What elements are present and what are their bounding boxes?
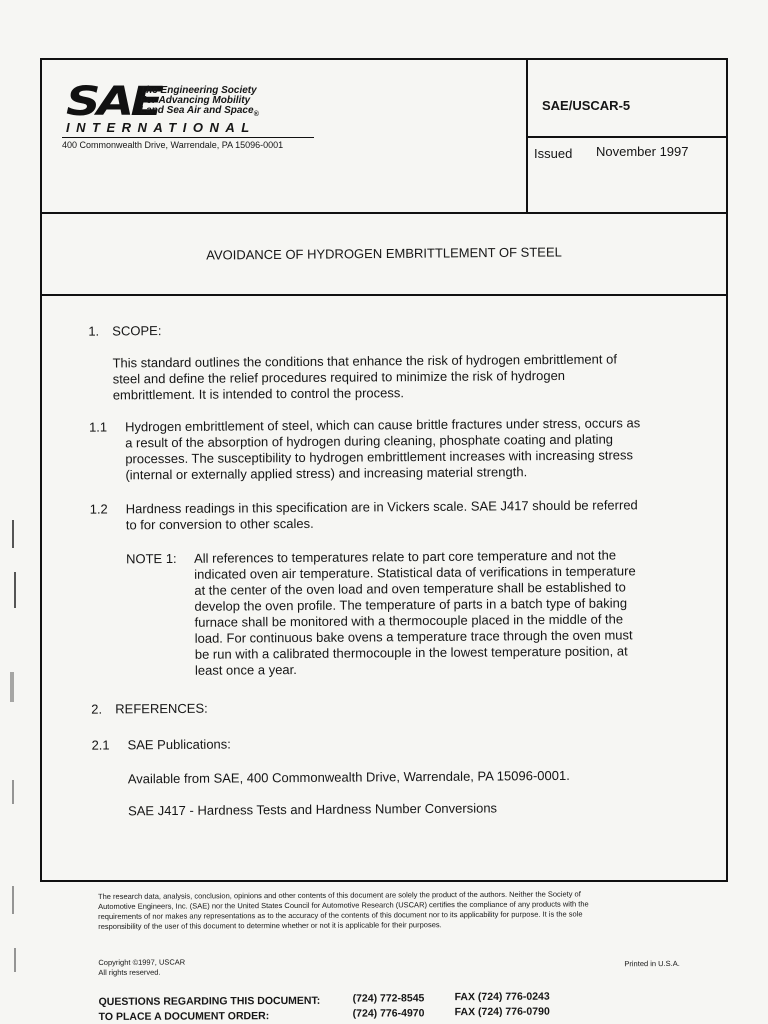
section-number: 2. xyxy=(91,701,103,717)
questions-phone: (724) 772-8545 xyxy=(352,992,425,1005)
doc-number-cell xyxy=(526,60,728,138)
note-line: All references to temperatures relate to part core temperature and not the xyxy=(194,547,617,566)
questions-label: QUESTIONS REGARDING THIS DOCUMENT: xyxy=(98,994,321,1008)
section-heading: SAE Publications: xyxy=(127,736,231,753)
copyright: Copyright ©1997, USCAR xyxy=(98,957,186,967)
org-address: 400 Commonwealth Drive, Warrendale, PA 15096-0001 xyxy=(62,140,284,150)
printed-in: Printed in U.S.A. xyxy=(624,958,680,969)
section-number: 1. xyxy=(88,323,100,339)
paragraph-line: a result of the absorption of hydrogen during cleaning, phosphate coating and plating xyxy=(125,431,614,451)
doc-number: SAE/USCAR-5 xyxy=(542,98,631,113)
scan-artifact xyxy=(10,672,14,702)
paragraph-line: This standard outlines the conditions that enhance the risk of hydrogen embrittlement of xyxy=(112,351,617,371)
note-label: NOTE 1: xyxy=(126,550,177,567)
reference-item: SAE J417 - Hardness Tests and Hardness Number Conversions xyxy=(127,800,498,819)
paragraph-line: steel and define the relief procedures required to minimize the risk of hydrogen xyxy=(112,367,566,387)
order-label: TO PLACE A DOCUMENT ORDER: xyxy=(98,1010,270,1023)
tagline-line: Land Sea Air and Space$_®$ xyxy=(140,105,259,118)
disclaimer-line: requirements of nor makes any representations as to the accuracy of the contents of this document nor to its applicability for purpose. It is the sole xyxy=(98,909,583,921)
section-heading: SCOPE: xyxy=(112,323,162,339)
document-header xyxy=(42,60,726,214)
questions-fax: FAX (724) 776-0243 xyxy=(454,990,550,1004)
disclaimer xyxy=(98,889,688,932)
section-number: 2.1 xyxy=(91,737,110,753)
logo-tagline xyxy=(140,86,259,120)
paragraph-line: Available from SAE, 400 Commonwealth Drive, Warrendale, PA 15096-0001. xyxy=(127,767,570,787)
paragraph-line: to for conversion to other scales. xyxy=(125,515,314,533)
document-frame xyxy=(40,58,728,882)
scan-artifact xyxy=(14,572,16,608)
disclaimer-line: The research data, analysis, conclusion, opinions and other contents of this document are solely the product of the authors. Neither the Society of xyxy=(98,889,581,901)
paragraph-line: Hydrogen embrittlement of steel, which can cause brittle fractures under stress, occurs as xyxy=(124,415,641,435)
section-heading: REFERENCES: xyxy=(115,700,208,717)
note-line: be run with a calibrated thermocouple in the lowest temperature position, at xyxy=(194,643,628,662)
scan-artifact xyxy=(12,520,14,548)
disclaimer-line: responsibility of the user of this document to determine whether or not it is applicable for their purposes. xyxy=(98,920,442,931)
disclaimer-line: Automotive Engineers, Inc. (SAE) nor the United States Council for Automotive Research (USCAR) certifies the compliance of any products with the xyxy=(98,899,589,911)
tagline-line: For Advancing Mobility xyxy=(140,95,251,106)
order-phone: (724) 776-4970 xyxy=(352,1007,425,1020)
logo-divider xyxy=(62,137,314,138)
note-line: furnace shall be monitored with a thermocouple placed in the middle of the xyxy=(194,611,624,630)
note-line: least once a year. xyxy=(194,662,297,678)
copyright-block xyxy=(98,958,185,978)
note-line: load. For continuous bake ovens a temperature trace through the oven must xyxy=(194,627,633,646)
international-wordmark: INTERNATIONAL xyxy=(66,120,256,135)
document-title: AVOIDANCE OF HYDROGEN EMBRITTLEMENT OF STEEL xyxy=(206,244,562,263)
scan-artifact xyxy=(12,886,14,914)
scan-artifact xyxy=(12,780,14,804)
section-number: 1.1 xyxy=(88,419,108,435)
document-footer xyxy=(98,889,688,1023)
rights: All rights reserved. xyxy=(98,967,161,977)
note-line: at the center of the oven load and oven temperature shall be established to xyxy=(194,579,626,598)
note-line: develop the oven profile. The temperature of parts in a batch type of baking xyxy=(194,595,628,614)
paragraph-line: embrittlement. It is intended to control the process. xyxy=(112,385,405,403)
issued-date: November 1997 xyxy=(596,144,689,159)
logo-block xyxy=(42,60,528,212)
section-number: 1.2 xyxy=(89,501,108,517)
tagline-line: The Engineering Society xyxy=(140,85,257,96)
sae-logo: SAE xyxy=(66,79,160,125)
issued-label: Issued xyxy=(534,146,573,161)
scan-artifact xyxy=(14,948,16,972)
paragraph-line: (internal or externally applied stress) and increasing material strength. xyxy=(125,464,528,483)
note-line: indicated oven air temperature. Statistical data of verifications in temperature xyxy=(194,563,636,582)
order-fax: FAX (724) 776-0790 xyxy=(454,1005,550,1019)
title-band xyxy=(42,212,726,296)
paragraph-line: Hardness readings in this specification are in Vickers scale. SAE J417 should be referred xyxy=(125,497,638,517)
paragraph-line: processes. The susceptibility to hydrogen embrittlement increases with increasing stress xyxy=(125,447,634,467)
